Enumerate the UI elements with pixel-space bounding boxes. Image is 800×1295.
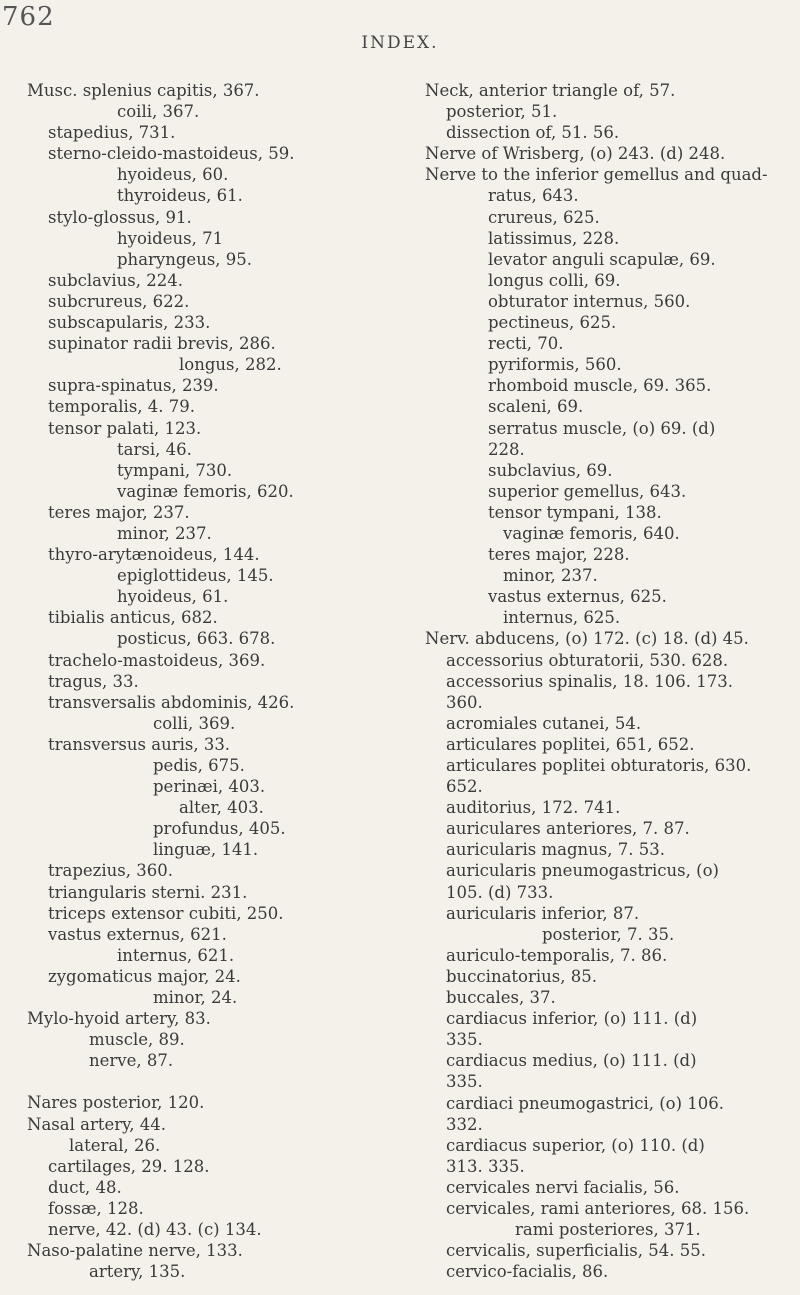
index-entry: ratus, 643.	[488, 186, 579, 206]
index-entry: tensor palati, 123.	[48, 418, 202, 438]
index-entry: Nerve of Wrisberg, (o) 243. (d) 248.	[425, 144, 726, 164]
index-entry: cervicales, rami anteriores, 68. 156.	[446, 1198, 750, 1218]
index-entry: longus, 282.	[179, 355, 282, 375]
index-entry: cardiacus medius, (o) 111. (d)	[446, 1051, 697, 1071]
index-entry: auditorius, 172. 741.	[446, 798, 621, 818]
index-entry: internus, 621.	[117, 945, 235, 965]
index-entry: crureus, 625.	[488, 207, 600, 227]
index-entry: supra-spinatus, 239.	[48, 376, 219, 396]
index-entry: tarsi, 46.	[117, 439, 192, 459]
index-entry: teres major, 228.	[488, 545, 630, 565]
index-entry: 652.	[446, 777, 483, 797]
index-entry: articulares poplitei obturatoris, 630.	[446, 756, 752, 775]
index-entry: thyroideus, 61.	[117, 186, 243, 206]
index-entry: cervicales nervi facialis, 56.	[446, 1177, 680, 1197]
index-entry: subscapularis, 233.	[48, 313, 211, 333]
index-entry: serratus muscle, (o) 69. (d)	[488, 418, 716, 438]
index-entry: internus, 625.	[503, 608, 621, 628]
index-entry: stapedius, 731.	[48, 123, 176, 143]
index-entry: 313. 335.	[446, 1156, 525, 1176]
index-entry: tibialis anticus, 682.	[48, 608, 218, 628]
index-entry: buccinatorius, 85.	[446, 966, 597, 986]
index-entry: perinæi, 403.	[153, 777, 266, 797]
index-entry: recti, 70.	[488, 334, 564, 354]
page-number: 762	[2, 2, 55, 32]
index-entry: posterior, 51.	[446, 102, 558, 122]
index-entry: tragus, 33.	[48, 671, 139, 691]
index-entry: supinator radii brevis, 286.	[48, 334, 276, 354]
index-entry: subclavius, 69.	[488, 460, 613, 480]
left-index-column	[27, 80, 387, 1282]
index-entry: 335.	[446, 1030, 483, 1050]
index-entry: nerve, 42. (d) 43. (c) 134.	[48, 1219, 262, 1239]
index-entry: buccales, 37.	[446, 988, 556, 1008]
index-entry: teres major, 237.	[48, 502, 190, 522]
index-entry: vaginæ femoris, 640.	[503, 523, 680, 543]
index-entry: minor, 24.	[153, 988, 238, 1008]
index-entry: coili, 367.	[117, 102, 200, 122]
index-entry: sterno-cleido-mastoideus, 59.	[48, 144, 295, 164]
index-entry: rami posteriores, 371.	[515, 1220, 701, 1240]
index-entry: artery, 135.	[89, 1262, 186, 1282]
index-entry: rhomboid muscle, 69. 365.	[488, 376, 712, 396]
index-entry: tensor tympani, 138.	[488, 502, 662, 522]
index-entry: pectineus, 625.	[488, 313, 617, 333]
index-entry: levator anguli scapulæ, 69.	[488, 249, 716, 269]
index-entry: triceps extensor cubiti, 250.	[48, 903, 284, 923]
index-entry: Nerv. abducens, (o) 172. (c) 18. (d) 45.	[425, 629, 749, 649]
index-entry: hyoideus, 61.	[117, 587, 229, 607]
index-entry: cartilages, 29. 128.	[48, 1156, 210, 1176]
index-entry: Nares posterior, 120.	[27, 1093, 205, 1113]
index-entry: hyoideus, 71	[117, 228, 224, 248]
index-entry: 228.	[488, 439, 525, 459]
index-entry: pyriformis, 560.	[488, 355, 622, 375]
index-entry: alter, 403.	[179, 798, 264, 818]
index-entry: fossæ, 128.	[48, 1198, 144, 1218]
index-entry: subcrureus, 622.	[48, 291, 190, 311]
index-entry: lateral, 26.	[69, 1135, 161, 1155]
index-entry: pedis, 675.	[153, 756, 245, 775]
index-entry: Nerve to the inferior gemellus and quad-	[425, 165, 768, 185]
index-entry: trapezius, 360.	[48, 861, 173, 881]
index-entry: cardiaci pneumogastrici, (o) 106.	[446, 1093, 725, 1113]
index-entry: articulares poplitei, 651, 652.	[446, 734, 695, 754]
index-entry: dissection of, 51. 56.	[446, 123, 620, 143]
index-entry: auricularis inferior, 87.	[446, 903, 640, 923]
index-entry: accessorius spinalis, 18. 106. 173.	[446, 671, 733, 691]
index-entry: 332.	[446, 1114, 483, 1134]
index-entry: temporalis, 4. 79.	[48, 397, 196, 417]
index-entry: transversalis abdominis, 426.	[48, 692, 295, 712]
index-entry: vaginæ femoris, 620.	[117, 481, 294, 501]
index-entry: vastus externus, 621.	[48, 924, 227, 944]
index-entry: auricularis magnus, 7. 53.	[446, 840, 665, 860]
index-entry: colli, 369.	[153, 713, 236, 733]
index-entry: thyro-arytænoideus, 144.	[48, 545, 260, 565]
index-entry: auriculo-temporalis, 7. 86.	[446, 945, 668, 965]
index-entry: minor, 237.	[117, 523, 212, 543]
index-entry: acromiales cutanei, 54.	[446, 713, 642, 733]
index-entry: 360.	[446, 692, 483, 712]
index-entry: Naso-palatine nerve, 133.	[27, 1241, 243, 1261]
index-entry: nerve, 87.	[89, 1051, 174, 1071]
index-entry: hyoideus, 60.	[117, 165, 229, 185]
index-entry: accessorius obturatorii, 530. 628.	[446, 650, 729, 670]
index-entry: stylo-glossus, 91.	[48, 207, 192, 227]
index-entry: longus colli, 69.	[488, 270, 621, 290]
index-entry: Nasal artery, 44.	[27, 1114, 166, 1134]
index-entry: trachelo-mastoideus, 369.	[48, 650, 266, 670]
index-entry: obturator internus, 560.	[488, 291, 691, 311]
index-entry: duct, 48.	[48, 1177, 122, 1197]
index-entry: muscle, 89.	[89, 1030, 185, 1050]
index-entry: latissimus, 228.	[488, 228, 620, 248]
index-entry: epiglottideus, 145.	[117, 566, 274, 586]
index-entry: posticus, 663. 678.	[117, 629, 276, 649]
index-entry: profundus, 405.	[153, 819, 286, 839]
index-entry: 105. (d) 733.	[446, 882, 554, 902]
index-entry: transversus auris, 33.	[48, 734, 231, 754]
index-entry: subclavius, 224.	[48, 270, 183, 290]
index-entry: zygomaticus major, 24.	[48, 966, 241, 986]
index-entry: 335.	[446, 1072, 483, 1092]
running-head: INDEX.	[361, 33, 439, 53]
index-entry: superior gemellus, 643.	[488, 481, 687, 501]
index-entry: Mylo-hyoid artery, 83.	[27, 1009, 211, 1029]
index-entry: auriculares anteriores, 7. 87.	[446, 819, 690, 839]
index-entry: cervicalis, superficialis, 54. 55.	[446, 1241, 706, 1261]
index-entry: Neck, anterior triangle of, 57.	[425, 81, 676, 100]
index-entry: minor, 237.	[503, 566, 598, 586]
index-entry: linguæ, 141.	[153, 840, 259, 860]
index-entry: auricularis pneumogastricus, (o)	[446, 861, 719, 881]
index-entry: scaleni, 69.	[488, 397, 584, 417]
right-index-column	[425, 80, 795, 1282]
index-entry: vastus externus, 625.	[488, 587, 667, 607]
index-entry: tympani, 730.	[117, 460, 233, 480]
index-entry: pharyngeus, 95.	[117, 249, 253, 269]
index-entry: cardiacus superior, (o) 110. (d)	[446, 1135, 705, 1155]
index-entry: posterior, 7. 35.	[542, 924, 675, 944]
index-entry: Musc. splenius capitis, 367.	[27, 81, 260, 100]
index-entry: cervico-facialis, 86.	[446, 1262, 609, 1282]
index-entry: cardiacus inferior, (o) 111. (d)	[446, 1009, 698, 1029]
index-entry: triangularis sterni. 231.	[48, 882, 248, 902]
